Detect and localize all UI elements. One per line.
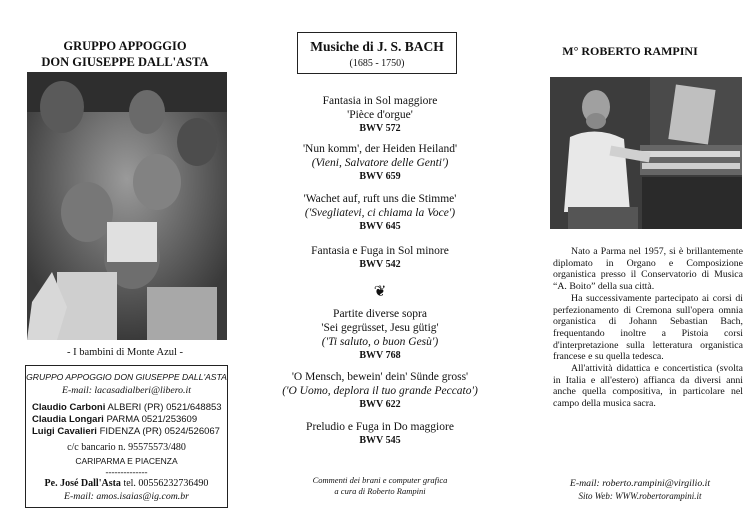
piece-title: 'Wachet auf, ruft uns die Stimme': [303, 193, 457, 205]
priest-name: Pe. José Dall'Asta: [44, 478, 121, 489]
person-name: Claudia Longari: [32, 414, 104, 425]
piece-bwv: BWV 622: [359, 399, 401, 410]
bank-name: CARIPARMA E PIACENZA: [75, 456, 178, 466]
person-name: Luigi Cavalieri: [32, 426, 97, 437]
composer-years: (1685 - 1750): [349, 58, 405, 69]
piece-bwv: BWV 659: [359, 171, 401, 182]
bank-account: c/c bancario n. 95575573/480: [67, 442, 186, 453]
left-panel: [0, 0, 250, 530]
piece-title: 'Nun komm', der Heiden Heiland': [302, 143, 458, 155]
program-panel: [250, 0, 510, 530]
piece-bwv: BWV 645: [359, 221, 401, 232]
program-piece: [250, 94, 510, 136]
organist-name: M° ROBERTO RAMPINI: [562, 44, 698, 58]
piece-bwv: BWV 572: [359, 123, 401, 134]
group-title: [0, 38, 250, 70]
piece-title: 'O Mensch, bewein' dein' Sünde gross': [291, 371, 469, 383]
person-info: ALBERI (PR) 0521/648853: [107, 402, 222, 413]
organist-biography: [553, 246, 743, 410]
piece-bwv: BWV 545: [359, 435, 401, 446]
program-piece: [250, 307, 510, 363]
children-photo: [27, 72, 227, 340]
bio-paragraph: Nato a Parma nel 1957, si è brillantemente diplomato in Organo e Composizione organistica presso il Conservatorio di Musica “A. Boito” della sua città.: [553, 246, 743, 293]
person-info: FIDENZA (PR) 0524/526067: [99, 426, 220, 437]
piece-title: Partite diverse sopra: [333, 308, 427, 320]
separator: --------------: [105, 467, 148, 477]
box-email: E-mail: lacasadialberi@libero.it: [62, 385, 191, 396]
piece-subtitle-translation: ('Ti saluto, o buon Gesù'): [321, 336, 439, 348]
program-piece: [250, 420, 510, 448]
person-row: [32, 414, 227, 425]
piece-subtitle: (Vieni, Salvatore delle Genti'): [311, 157, 449, 169]
group-title-line1: GRUPPO APPOGGIO: [63, 39, 187, 53]
piece-subtitle: ('Svegliatevi, ci chiama la Voce'): [304, 207, 456, 219]
piece-bwv: BWV 768: [359, 350, 401, 361]
priest-row: [26, 478, 227, 489]
credits: [250, 475, 510, 497]
bio-paragraph: Ha successivamente partecipato ai corsi di perfezionamento di Cremona sull'opera omnia organistica di Johann Sebastian Bach, frequentando inoltre a Pistoia corsi d'interpretazione sulla letteratura organistica francese e su quella tedesca.: [553, 292, 743, 363]
person-info: PARMA 0521/253609: [106, 414, 198, 425]
program-piece: [250, 192, 510, 234]
bio-paragraph: All'attività didattica e concertistica (svolta in Italia e all'estero) affianca da diversi anni anche quella compositiva, in particolare nel campo della musica sacra.: [553, 363, 743, 410]
program-piece: [250, 142, 510, 184]
piece-title: Fantasia e Fuga in Sol minore: [311, 245, 449, 257]
organist-contact: [530, 478, 750, 502]
organist-email: E-mail: roberto.rampini@virgilio.it: [569, 478, 711, 489]
priest-tel: tel. 00556232736490: [120, 478, 209, 489]
person-row: [32, 402, 227, 413]
program-title-box: [297, 32, 457, 74]
credit-line2: a cura di Roberto Rampini: [334, 486, 426, 496]
program-piece: [250, 244, 510, 272]
box-header: GRUPPO APPOGGIO DON GIUSEPPE DALL'ASTA: [26, 372, 227, 382]
organist-website: Sito Web: WWW.robertorampini.it: [578, 491, 702, 501]
organist-panel: [510, 0, 750, 530]
photo-caption: - I bambini di Monte Azul -: [66, 347, 184, 358]
piece-bwv: BWV 542: [359, 259, 401, 270]
credit-line1: Commenti dei brani e computer grafica: [312, 475, 448, 485]
piece-subtitle: ('O Uomo, deplora il tuo grande Peccato'): [282, 385, 478, 397]
support-contact-box: [25, 365, 228, 508]
piece-subtitle: 'Sei gegrüsset, Jesu gütig': [321, 322, 439, 334]
ornament-icon: ❦: [373, 284, 387, 300]
organist-photo: [550, 77, 742, 229]
group-title-line2: DON GIUSEPPE DALL'ASTA: [41, 55, 209, 69]
program-title: Musiche di J. S. BACH: [310, 39, 444, 54]
program-piece: [250, 370, 510, 412]
piece-subtitle: 'Pièce d'orgue': [347, 109, 413, 121]
person-row: [32, 426, 227, 437]
piece-title: Preludio e Fuga in Do maggiore: [306, 421, 454, 433]
piece-title: Fantasia in Sol maggiore: [322, 95, 438, 107]
priest-email: E-mail: amos.isaias@ig.com.br: [64, 491, 189, 502]
person-name: Claudio Carboni: [32, 402, 106, 413]
